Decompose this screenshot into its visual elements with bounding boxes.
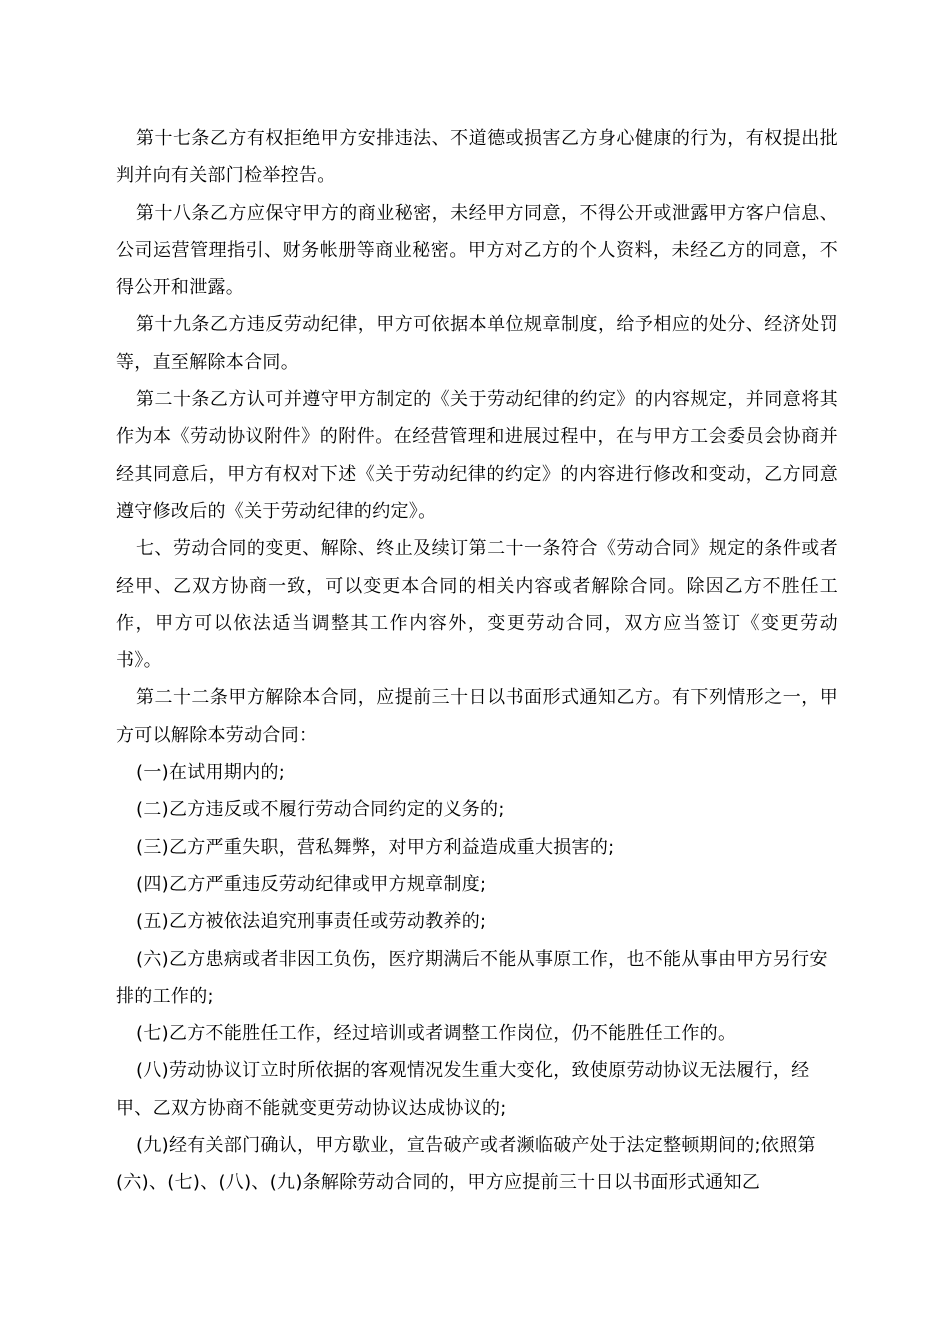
list-item: (四)乙方严重违反劳动纪律或甲方规章制度; bbox=[136, 873, 487, 895]
section-7-paragraph: 七、劳动合同的变更、解除、终止及续订第二十一条符合《劳动合同》规定的条件或者经甲、乙双方协商一致，可以变更本合同的相关内容或者解除合同。除因乙方不胜任工作，甲方可以依法适当调整其工作内容外，变更劳动合同，双方应当签订《变更劳动书》。 bbox=[116, 538, 838, 672]
list-item: (五)乙方被依法追究刑事责任或劳动教养的; bbox=[136, 911, 487, 933]
list-item: (九)经有关部门确认，甲方歇业，宣告破产或者濒临破产处于法定整顿期间的;依照第(六)、(七)、(八)、(九)条解除劳动合同的，甲方应提前三十日以书面形式通知乙 bbox=[116, 1135, 816, 1194]
article-18-paragraph: 第十八条乙方应保守甲方的商业秘密，未经甲方同意，不得公开或泄露甲方客户信息、公司运营管理指引、财务帐册等商业秘密。甲方对乙方的个人资料，未经乙方的同意，不得公开和泄露。 bbox=[116, 202, 838, 299]
list-item: (三)乙方严重失职，营私舞弊，对甲方利益造成重大损害的; bbox=[136, 836, 615, 858]
article-17-paragraph: 第十七条乙方有权拒绝甲方安排违法、不道德或损害乙方身心健康的行为，有权提出批判并向有关部门检举控告。 bbox=[116, 128, 838, 187]
list-item: (二)乙方违反或不履行劳动合同约定的义务的; bbox=[136, 799, 505, 821]
list-item: (一)在试用期内的; bbox=[136, 762, 286, 784]
article-22-paragraph: 第二十二条甲方解除本合同，应提前三十日以书面形式通知乙方。有下列情形之一，甲方可以解除本劳动合同： bbox=[116, 687, 838, 746]
list-item: (七)乙方不能胜任工作，经过培训或者调整工作岗位，仍不能胜任工作的。 bbox=[136, 1023, 737, 1045]
list-item: (八)劳动协议订立时所依据的客观情况发生重大变化，致使原劳动协议无法履行，经甲、乙双方协商不能就变更劳动协议达成协议的; bbox=[116, 1060, 810, 1119]
article-20-paragraph: 第二十条乙方认可并遵守甲方制定的《关于劳动纪律的约定》的内容规定，并同意将其作为本《劳动协议附件》的附件。在经营管理和进展过程中，在与甲方工会委员会协商并经其同意后，甲方有权对下述《关于劳动纪律的约定》的内容进行修改和变动，乙方同意遵守修改后的《关于劳动纪律的约定》。 bbox=[116, 389, 838, 522]
document-body bbox=[116, 120, 838, 1202]
list-item: (六)乙方患病或者非因工负伤，医疗期满后不能从事原工作，也不能从事由甲方另行安排的工作的; bbox=[116, 948, 828, 1007]
article-19-paragraph: 第十九条乙方违反劳动纪律，甲方可依据本单位规章制度，给予相应的处分、经济处罚等，直至解除本合同。 bbox=[116, 314, 838, 373]
